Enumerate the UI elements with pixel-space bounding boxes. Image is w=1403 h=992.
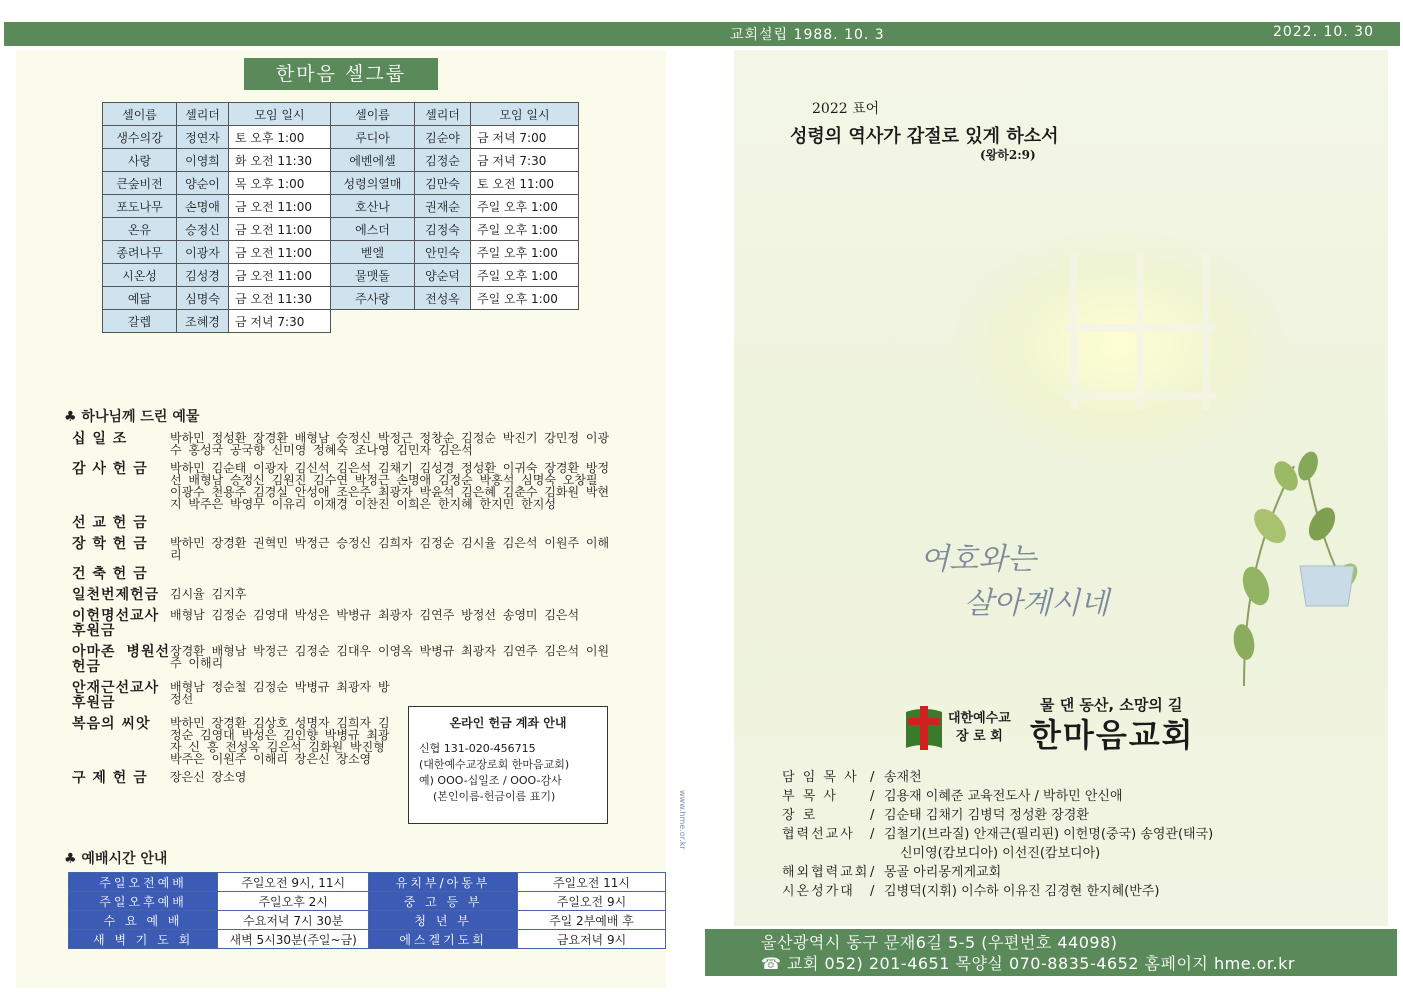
table-cell: 주사랑 bbox=[331, 287, 415, 310]
col-header: 모임 일시 bbox=[229, 103, 331, 126]
offering-label: 아마존 병원선헌금 bbox=[72, 644, 170, 675]
table-row bbox=[103, 264, 579, 287]
staff-role: 장 로 bbox=[782, 808, 818, 823]
table-cell: 금요저녁 9시 bbox=[517, 930, 665, 949]
staff-separator: / bbox=[870, 770, 875, 785]
table-cell: 주일 오후 1:00 bbox=[471, 218, 579, 241]
table-cell: 갈렙 bbox=[103, 310, 177, 333]
table-cell: 주일오전예배 bbox=[69, 873, 218, 892]
table-cell: 주일 오후 1:00 bbox=[471, 241, 579, 264]
table-cell: 화 오전 11:30 bbox=[229, 149, 331, 172]
table-cell: 온유 bbox=[103, 218, 177, 241]
church-name: 한마음교회 bbox=[1030, 716, 1195, 754]
col-header: 셀이름 bbox=[103, 103, 177, 126]
table-row bbox=[69, 930, 666, 949]
table-cell: 루디아 bbox=[331, 126, 415, 149]
offering-names: 박하민 김순태 이광자 김신석 김은석 김채기 김성경 정성환 이귀숙 장경환 방정선 배형남 승정신 김원진 김수연 박정근 손명애 김정순 박홍석 심명숙 오창필 이광수 천용주 김경실 안성애 조은주 최광자 박윤석 김은혜 김춘수 김화원 박현지 박주은 박영무 이유리 이재경 이찬진 이희은 한지혜 한지민 한지성 bbox=[170, 461, 610, 511]
table-cell: 주일오후예배 bbox=[69, 892, 218, 911]
col-header: 모임 일시 bbox=[471, 103, 579, 126]
table-cell: 김정순 bbox=[415, 149, 471, 172]
offering-label: 일천번제헌금 bbox=[72, 587, 160, 603]
top-bar bbox=[4, 22, 1400, 46]
table-row bbox=[103, 287, 579, 310]
table-cell: 물맷돌 bbox=[331, 264, 415, 287]
table-cell: 금 저녁 7:30 bbox=[229, 310, 331, 333]
table-row bbox=[103, 172, 579, 195]
offering-names bbox=[170, 567, 612, 582]
table-cell: 중 고 등 부 bbox=[369, 892, 518, 911]
offering-row bbox=[72, 462, 612, 510]
staff-role bbox=[782, 844, 870, 863]
year-motto: 2022 표어 bbox=[812, 101, 880, 117]
left-page bbox=[16, 50, 666, 988]
table-cell: 주일 오후 1:00 bbox=[471, 287, 579, 310]
table-cell: 금 오전 11:00 bbox=[229, 241, 331, 264]
footer-bar bbox=[705, 929, 1397, 976]
church-contact: ☎ 교회 052) 201-4651 목양실 070-8835-4652 홈페이지 hme.or.kr bbox=[761, 954, 1295, 973]
table-cell: 금 오전 11:30 bbox=[229, 287, 331, 310]
denomination-line-1: 대한예수교 bbox=[948, 711, 1011, 726]
offering-label: 구 제 헌 금 bbox=[72, 770, 148, 786]
table-cell: 정연자 bbox=[177, 126, 229, 149]
staff-separator: / bbox=[870, 789, 875, 804]
table-cell: 이광자 bbox=[177, 241, 229, 264]
offering-label: 선 교 헌 금 bbox=[72, 515, 148, 531]
table-cell: 사랑 bbox=[103, 149, 177, 172]
table-cell: 금 오전 11:00 bbox=[229, 195, 331, 218]
offering-label: 건 축 헌 금 bbox=[72, 566, 148, 582]
staff-role: 담 임 목 사 bbox=[782, 770, 859, 785]
worship-table bbox=[68, 872, 666, 949]
online-giving-title: 온라인 헌금 계좌 안내 bbox=[449, 716, 567, 730]
table-cell: 주일오전 9시, 11시 bbox=[218, 873, 369, 892]
table-cell: 토 오후 1:00 bbox=[229, 126, 331, 149]
table-cell: 주일오후 2시 bbox=[218, 892, 369, 911]
table-cell: 에스겔기도회 bbox=[369, 930, 518, 949]
table-cell: 심명숙 bbox=[177, 287, 229, 310]
worship-title: ♣ 예배시간 안내 bbox=[64, 851, 168, 867]
table-row bbox=[103, 126, 579, 149]
right-page bbox=[734, 50, 1388, 926]
offering-label: 복음의 씨앗 bbox=[72, 716, 151, 732]
offering-row bbox=[72, 567, 612, 582]
table-cell: 김성경 bbox=[177, 264, 229, 287]
table-row bbox=[103, 149, 579, 172]
table-cell: 성령의열매 bbox=[331, 172, 415, 195]
staff-row bbox=[782, 863, 1213, 882]
staff-role: 부 목 사 bbox=[782, 789, 838, 804]
church-logo-icon bbox=[902, 704, 946, 752]
table-cell: 김정숙 bbox=[415, 218, 471, 241]
offering-row bbox=[72, 588, 612, 603]
table-row bbox=[69, 911, 666, 930]
denomination bbox=[948, 710, 1011, 746]
table-cell: 주일오전 11시 bbox=[517, 873, 665, 892]
table-cell: 수요저녁 7시 30분 bbox=[218, 911, 369, 930]
table-cell: 목 오후 1:00 bbox=[229, 172, 331, 195]
staff-row bbox=[782, 787, 1213, 806]
table-cell: 승정신 bbox=[177, 218, 229, 241]
offering-names: 배형남 정순철 김정순 박병규 최광자 방정선 bbox=[170, 680, 390, 706]
window-illustration bbox=[1054, 246, 1224, 416]
offering-row bbox=[72, 645, 612, 675]
table-cell: 김순야 bbox=[415, 126, 471, 149]
offering-names bbox=[170, 516, 612, 531]
cell-group-title: 한마음 셀그룹 bbox=[244, 58, 438, 90]
staff-separator bbox=[870, 844, 884, 863]
staff-names: 김병덕(지휘) 이수하 이유진 김경현 한지혜(반주) bbox=[884, 884, 1160, 899]
motto-verse: 성령의 역사가 갑절로 있게 하소서 bbox=[790, 126, 1059, 147]
online-example: 예) OOO-십일조 / OOO-감사 bbox=[419, 774, 562, 787]
staff-row bbox=[782, 844, 1213, 863]
offering-names: 박하민 장경환 권혁민 박정근 승정신 김희자 김정순 김시율 김은석 이원주 이해리 bbox=[170, 536, 610, 562]
table-cell: 전성옥 bbox=[415, 287, 471, 310]
cell-group-table bbox=[102, 102, 579, 333]
offerings-title: ♣ 하나님께 드린 예물 bbox=[64, 409, 200, 425]
side-print-text: www.hme.or.kr bbox=[678, 790, 687, 850]
table-cell: 호산나 bbox=[331, 195, 415, 218]
offering-names: 배형남 김정순 김영대 박성은 박병규 최광자 김연주 방정선 송영미 김은석 bbox=[170, 608, 580, 622]
table-cell: 수 요 예 배 bbox=[69, 911, 218, 930]
table-row bbox=[103, 218, 579, 241]
staff-names: 김순태 김채기 김병덕 정성환 장경환 bbox=[884, 808, 1089, 823]
table-cell: 주일 2부예배 후 bbox=[517, 911, 665, 930]
table-row bbox=[103, 310, 579, 333]
staff-row bbox=[782, 806, 1213, 825]
table-row bbox=[103, 195, 579, 218]
offering-row bbox=[72, 537, 612, 561]
staff-role: 시온성가대 bbox=[782, 884, 855, 899]
table-cell: 주일 오후 1:00 bbox=[471, 195, 579, 218]
table-cell bbox=[415, 310, 471, 333]
staff-row bbox=[782, 882, 1213, 901]
offering-row bbox=[72, 609, 612, 639]
plant-illustration bbox=[1204, 446, 1374, 706]
church-address: 울산광역시 동구 문재6길 5-5 (우편번호 44098) bbox=[761, 933, 1118, 952]
table-row bbox=[103, 241, 579, 264]
staff-names: 김용재 이혜준 교육전도사 / 박하민 안신애 bbox=[884, 789, 1123, 804]
table-cell: 새 벽 기 도 회 bbox=[69, 930, 218, 949]
church-slogan: 물 댄 동산, 소망의 길 bbox=[1040, 696, 1183, 714]
table-cell: 종려나무 bbox=[103, 241, 177, 264]
offering-label: 장 학 헌 금 bbox=[72, 536, 148, 552]
table-cell: 에스더 bbox=[331, 218, 415, 241]
table-cell: 양순덕 bbox=[415, 264, 471, 287]
offering-names: 김시율 김지후 bbox=[170, 587, 247, 601]
table-cell: 청 년 부 bbox=[369, 911, 518, 930]
calligraphy bbox=[920, 538, 1109, 626]
table-cell: 에벤에셀 bbox=[331, 149, 415, 172]
online-giving-box bbox=[408, 706, 608, 824]
table-cell: 시온성 bbox=[103, 264, 177, 287]
established-date: 교회설립 1988. 10. 3 bbox=[730, 27, 885, 43]
offering-label: 십 일 조 bbox=[72, 431, 128, 447]
col-header: 셀리더 bbox=[415, 103, 471, 126]
table-cell: 안민숙 bbox=[415, 241, 471, 264]
table-cell: 금 오전 11:00 bbox=[229, 264, 331, 287]
staff-list bbox=[782, 768, 1213, 901]
staff-separator: / bbox=[870, 865, 875, 880]
table-cell: 이영희 bbox=[177, 149, 229, 172]
staff-names: 송재천 bbox=[884, 770, 922, 785]
table-cell: 양순이 bbox=[177, 172, 229, 195]
verse-reference: (왕하2:9) bbox=[980, 148, 1036, 162]
staff-separator: / bbox=[870, 884, 875, 899]
staff-row bbox=[782, 825, 1213, 844]
calligraphy-line-2: 살아계시네 bbox=[964, 586, 1109, 621]
staff-names: 신미영(캄보디아) 이선진(캄보디아) bbox=[900, 846, 1101, 861]
table-cell: 벧엘 bbox=[331, 241, 415, 264]
table-cell bbox=[331, 310, 415, 333]
offering-row bbox=[72, 516, 612, 531]
online-holder: (대한예수교장로회 한마음교회) bbox=[419, 758, 570, 771]
table-cell: 생수의강 bbox=[103, 126, 177, 149]
table-row bbox=[69, 873, 666, 892]
calligraphy-line-1: 여호와는 bbox=[920, 542, 1036, 577]
table-cell: 포도나무 bbox=[103, 195, 177, 218]
staff-role: 해외협력교회 bbox=[782, 865, 870, 880]
staff-names: 몽골 아리몽게게교회 bbox=[884, 865, 1002, 880]
offering-names: 박하민 정성환 장경환 배형남 승정신 박정근 정창순 김정순 박진기 강민정 이광수 홍성국 공국향 신미영 정혜숙 조나영 김민자 김은석 bbox=[170, 431, 610, 457]
staff-row bbox=[782, 768, 1213, 787]
table-cell: 김만숙 bbox=[415, 172, 471, 195]
table-cell: 금 오전 11:00 bbox=[229, 218, 331, 241]
table-cell: 토 오전 11:00 bbox=[471, 172, 579, 195]
offering-names: 박하민 장경환 김상호 성명자 김희자 김정순 김영대 박성은 김인향 박병규 최광자 신 흥 전성옥 김은석 김화원 박진형 박주은 이원주 이해리 장은신 장소영 bbox=[170, 716, 390, 766]
staff-separator: / bbox=[870, 808, 875, 823]
offering-label: 이헌명선교사 후원금 bbox=[72, 608, 160, 639]
table-cell: 주일오전 9시 bbox=[517, 892, 665, 911]
table-cell: 새벽 5시30분(주일~금) bbox=[218, 930, 369, 949]
bulletin-date: 2022. 10. 30 bbox=[1272, 24, 1374, 40]
table-cell: 조혜경 bbox=[177, 310, 229, 333]
staff-names: 김철기(브라질) 안재근(필리핀) 이헌명(중국) 송영관(태국) bbox=[884, 827, 1214, 842]
table-cell: 금 저녁 7:30 bbox=[471, 149, 579, 172]
table-cell bbox=[471, 310, 579, 333]
table-cell: 금 저녁 7:00 bbox=[471, 126, 579, 149]
table-cell: 큰숲비전 bbox=[103, 172, 177, 195]
table-cell: 손명애 bbox=[177, 195, 229, 218]
table-cell: 예닮 bbox=[103, 287, 177, 310]
staff-separator: / bbox=[870, 827, 875, 842]
table-cell: 주일 오후 1:00 bbox=[471, 264, 579, 287]
offering-names: 장경환 배형남 박정근 김정순 김대우 이영옥 박병규 최광자 김연주 김은석 이원주 이해리 bbox=[170, 644, 610, 670]
offering-label: 안재근선교사 후원금 bbox=[72, 680, 160, 711]
denomination-line-2: 장 로 회 bbox=[956, 729, 1003, 744]
offering-names: 장은신 장소영 bbox=[170, 770, 247, 784]
table-cell: 유치부/아동부 bbox=[369, 873, 518, 892]
online-account: 신협 131-020-456715 bbox=[419, 742, 536, 755]
offering-label: 감 사 헌 금 bbox=[72, 461, 148, 477]
offering-row bbox=[72, 432, 612, 456]
table-cell: 권재순 bbox=[415, 195, 471, 218]
col-header: 셀리더 bbox=[177, 103, 229, 126]
table-row bbox=[69, 892, 666, 911]
online-note: (본인이름-헌금이름 표기) bbox=[433, 790, 556, 803]
cell-table-header bbox=[103, 103, 579, 126]
staff-role: 협력선교사 bbox=[782, 827, 855, 842]
col-header: 셀이름 bbox=[331, 103, 415, 126]
